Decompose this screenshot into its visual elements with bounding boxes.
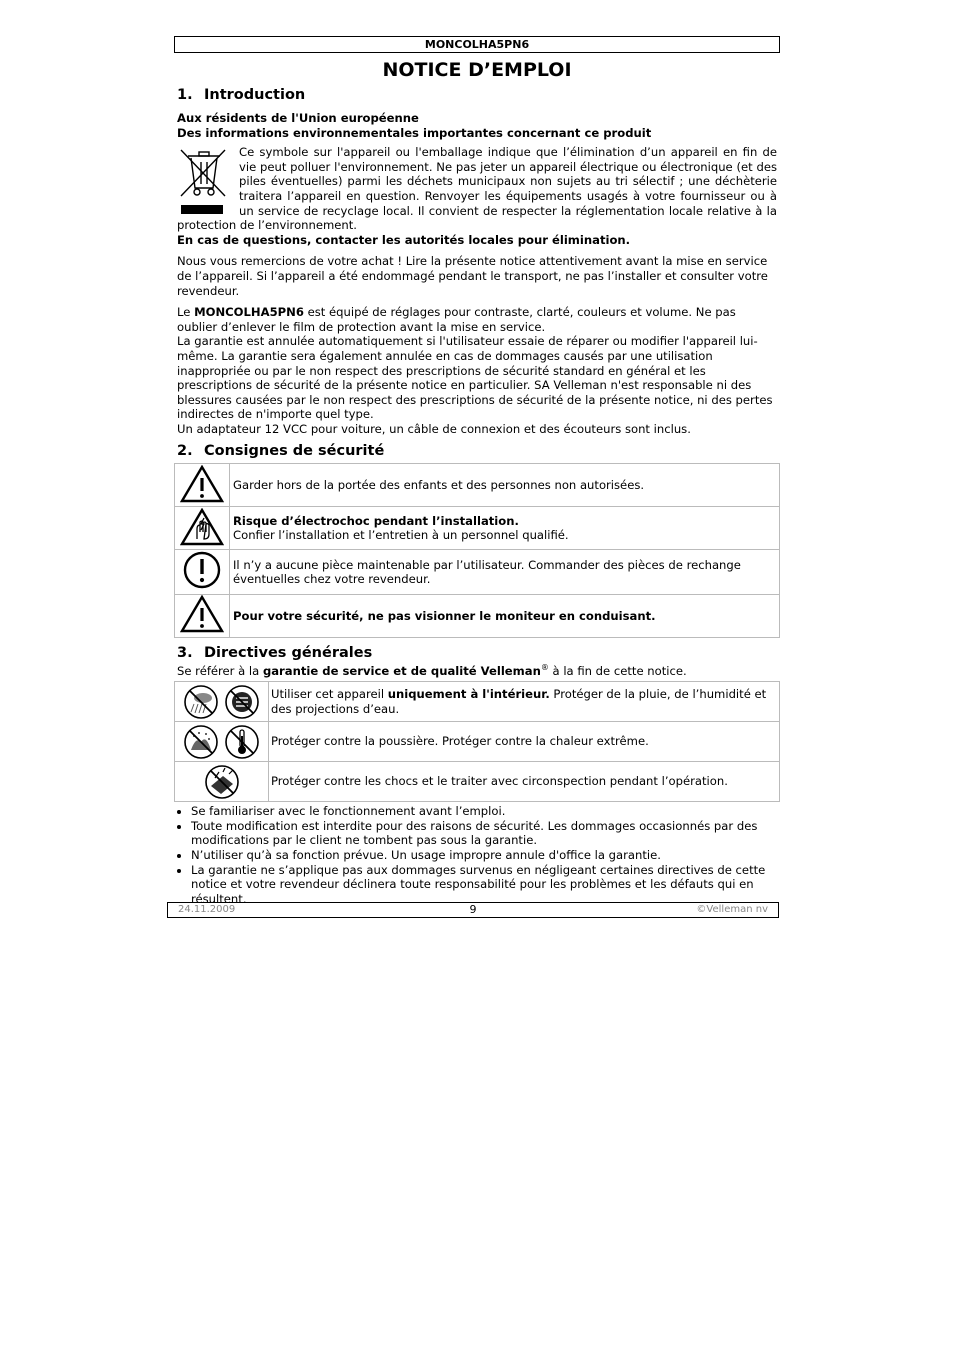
header-model: MONCOLHA5PN6 xyxy=(174,36,780,53)
electric-shock-icon xyxy=(180,535,224,549)
warning-triangle-icon xyxy=(180,492,224,506)
general-row xyxy=(175,682,780,722)
general-text: Utiliser cet appareil uniquement à l'intérieur. Protéger de la pluie, de l’humidité et des projections d’eau. xyxy=(269,682,780,722)
warning-triangle-icon xyxy=(180,622,224,636)
no-shock-icon xyxy=(203,774,241,788)
general-text: Protéger contre les chocs et le traiter avec circonspection pendant l’opération. xyxy=(269,762,780,802)
section-1-heading: 1. Introduction xyxy=(177,87,306,103)
eu-heading: Aux résidents de l'Union européenne xyxy=(177,111,419,125)
list-item: • Se familiariser avec le fonctionnement avant l’emploi. xyxy=(191,804,780,819)
no-heat-icon xyxy=(223,734,261,748)
safety-table xyxy=(174,463,780,637)
no-rain-icon xyxy=(182,694,224,708)
section-3-heading: 3. Directives générales xyxy=(177,644,373,661)
footer xyxy=(167,902,779,918)
warranty-text: La garantie est annulée automatiquement si l'utilisateur essaie de réparer ou modifier l'appareil lui-même. La garantie sera également annulée en cas de dommages causés par une utilisation inappropriée ou par le non respect des prescriptions de sécurité standard en général et les prescriptions de sécurité de la présente notice en particulier. SA Velleman n'est responsable ni des blessures causées par le non respect des prescriptions de sécurité de la présente notice, ni des pertes indirectes de n'importe quel type. xyxy=(177,334,773,422)
document-page xyxy=(174,36,780,906)
thanks-text: Nous vous remercions de votre achat ! Lire la présente notice attentivement avant la mise en service de l’appareil. Si l’appareil a été endommagé pendant le transport, ne pas l’installer et consulter votre revendeur. xyxy=(177,254,768,298)
crossed-bin-icon xyxy=(177,146,229,216)
page-number: 9 xyxy=(469,903,477,916)
service-reference: Se référer à la garantie de service et de qualité Velleman® à la fin de cette notice. xyxy=(177,662,687,678)
safety-row xyxy=(175,464,780,507)
footer-date: 24.11.2009 xyxy=(178,904,236,915)
section-2-heading: 2. Consignes de sécurité xyxy=(177,443,385,460)
document-title: NOTICE D’EMPLOI xyxy=(382,59,572,81)
questions-text: En cas de questions, contacter les autorités locales pour élimination. xyxy=(177,232,631,247)
list-item: • N’utiliser qu’à sa fonction prévue. Un usage impropre annule d'office la garantie. xyxy=(191,848,780,863)
safety-text: Garder hors de la portée des enfants et des personnes non autorisées. xyxy=(230,464,780,507)
safety-row xyxy=(175,507,780,550)
safety-row xyxy=(175,595,780,638)
exclamation-circle-icon xyxy=(182,579,222,593)
included-text: Un adaptateur 12 VCC pour voiture, un câble de connexion et des écouteurs sont inclus. xyxy=(177,421,691,436)
safety-row xyxy=(175,550,780,595)
general-row xyxy=(175,762,780,802)
env-block xyxy=(174,145,780,233)
footer-copyright: ©Velleman nv xyxy=(696,904,768,915)
env-heading: Des informations environnementales importantes concernant ce produit xyxy=(177,125,652,140)
safety-text: Pour votre sécurité, ne pas visionner le moniteur en conduisant. xyxy=(230,595,780,638)
no-dust-icon xyxy=(182,734,224,748)
guideline-list xyxy=(174,804,780,906)
general-row xyxy=(175,722,780,762)
safety-text: Il n’y a aucune pièce maintenable par l’utilisateur. Commander des pièces de rechange éventuelles chez votre revendeur. xyxy=(230,550,780,595)
no-splash-icon xyxy=(223,694,261,708)
env-text: Ce symbole sur l'appareil ou l'emballage indique que l’élimination d’un appareil en fin de vie peut polluer l'environnement. Ne pas jeter un appareil électrique ou électronique (et des piles éventuelles) parmi les déchets municipaux non sujets au tri sélectif ; une déchèterie traitera l’appareil en question. Renvoyer les équipements usagés à votre fournisseur ou à un service de recyclage local. Il convient de respecter la réglementation locale relative à la protection de l’environnement. xyxy=(177,145,777,233)
list-item: • Toute modification est interdite pour des raisons de sécurité. Les dommages occasionnés par des modifications par le client ne tombent pas sous la garantie. xyxy=(191,819,780,848)
list-item: • La garantie ne s’applique pas aux dommages survenus en négligeant certaines directives de cette notice et votre revendeur déclinera toute responsabilité pour les problèmes et les défauts qui en résultent. xyxy=(191,863,780,907)
general-text: Protéger contre la poussière. Protéger contre la chaleur extrême. xyxy=(269,722,780,762)
safety-text: Risque d’électrochoc pendant l’installation. Confier l’installation et l’entretien à un personnel qualifié. xyxy=(230,507,780,550)
product-description: Le MONCOLHA5PN6 est équipé de réglages pour contraste, clarté, couleurs et volume. Ne pas oublier d’enlever le film de protection avant la mise en service. xyxy=(177,305,736,334)
general-table xyxy=(174,681,780,802)
